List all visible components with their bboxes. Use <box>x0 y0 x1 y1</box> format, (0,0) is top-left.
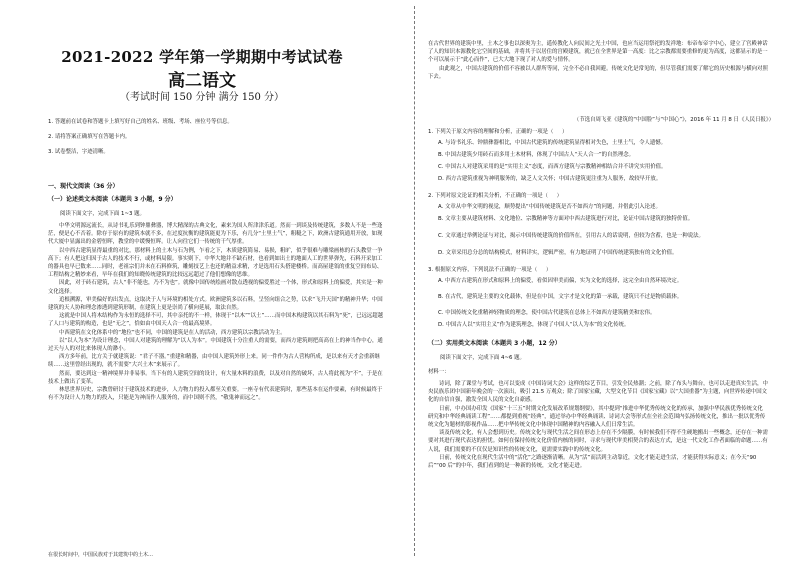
material-paragraph: 诗词，除了课堂与考试，也可以变成《中国诗词大会》这样的综艺节目，引发全民热潮；之前，除了布头与舞台，也可以走进真实生活，中央民族乐团中国新年晚会的一次演出，吸引 21.5 万观众；除了国家宝藏，大型文化节目《国家宝藏》以“大国重器”为主题，向世界传递中国文化的自信自强，激发全国人民的文化自豪感。 <box>428 381 768 404</box>
question-2-option-c: C. 文章通过举例论证与对比，揭示中国传统建筑的价值所在，引用古人的话说明，但较为含蓄，也是一种说法。 <box>438 233 704 239</box>
passage-paragraph: 追根溯源，审美偏好的出发点，这取决于人与环境的相处方式。欧洲建筑多以石料，呈竖向组合之势，以求“飞升天国”的精神升华；中国建筑的天人协和理念渗透到建筑形制，在建筑上更是崇尚了横向延展，取法自然。 <box>48 296 383 312</box>
question-1-option-a: A. 与诗书礼乐、钟鼎彝器相比，中国古代建筑的传统建筑显得相对失色，土里土气，令人遗憾。 <box>438 140 667 146</box>
question-3-stem: 3. 根据原文内容，下列说法不正确的一项是（ ） <box>428 267 552 273</box>
material-body <box>428 380 768 558</box>
question-1-option-c: C. 中国古人对建筑采用的是“实用主义”态度，而西方建筑与宗教精神相结合并不讲究实用价值。 <box>438 164 667 170</box>
passage-paragraph: 以中西古建筑显得最重的对比，那材料上的土木与石为例，乍看之下，木质建筑简易、易损，粗旷，似乎很难与雕梁画栋的石头教堂一争高下；有人把这归因于古人的技术不行，或材料局限。事实则下，中华大地并不缺石材，也看到如出土的地面人工的世界弹先，石料开采加工的器具也早已数来……同时，老祖宗们并未在石料修筑，雕刻技艺上也还的精益求精，才是选用石头搭建楼桥。而高屋建瓴的重复空间布局、工程结构之精妙来看，早年在我们的知晓传统建筑的比较远远超过了他们想像的思维。 <box>48 247 383 279</box>
question-1-stem: 1. 下列关于原文内容的理解和分析，正确的一项是（ ） <box>428 129 568 135</box>
subsection-heading: （一）论述类文本阅读（本题共 3 小题，9 分） <box>48 196 177 203</box>
passage-paragraph: 然而，要达到这一精神境界并非易事。当下有的人建筑空间的设计，有大量木料的浪费，以及对自然的破坏，古人将此视为“不”，于是在技术上做出了变革。 <box>48 370 383 385</box>
binding-line <box>405 0 423 562</box>
passage <box>48 222 386 552</box>
right-column <box>424 0 794 562</box>
subsection-heading: （二）实用类文本阅读（本题共 3 小题，12 分） <box>428 340 561 347</box>
passage-paragraph: 这就是中国人将木结构作为永恒的选择不可，其中亲托的不一样，体现于“以木”“以土”……而中国木构建筑以其石料为“死”，已远远超越了人口与建筑的构造，也是“无之”，恰如由中国天人合一的最高境界。 <box>48 313 384 328</box>
question-2-option-d: D. 文章采用总分总的结构模式，材料详实，逻辑严密，有力地证明了中国传统建筑独有的文化价值。 <box>438 250 678 256</box>
passage-paragraph: 以“以人为本”为设计理念，中国人对建筑的理解为“以人为本”。中国建筑十分注重人的需要，而西方建筑则把高高在上的神当作中心，通过天与人的对比来体现人的渺小。 <box>48 337 383 353</box>
passage-paragraph: 由此观之，中国古建筑的价值不容被以人群所等同，完全不必自我回避。传统文化是常见的，但尽管我们需要了解它的历史根源与横向对照下去。 <box>428 65 768 80</box>
question-1-option-b: B. 中国古建筑少用砖石而多用土木材料，体现了中国古人“天人合一”的自然理念。 <box>438 152 634 158</box>
question-3-option-b: B. 在古代，建筑是主要的文化载体，但是在中国，文字才是文化的第一承载，建筑只不过是物质载体。 <box>438 294 683 300</box>
instruction: 阅读下面文字，完成下面 1~3 题。 <box>60 211 145 217</box>
exam-title: 2021-2022 学年第一学期期中考试试卷 <box>61 48 343 66</box>
question-2-option-b: B. 文章主要从建筑材料、文化地位、宗教精神等方面对中西古建筑进行对比，论证中国古建筑的独特价值。 <box>438 216 694 222</box>
passage-continuation <box>428 40 768 81</box>
question-3-option-d: D. 中国古人以“实用主义”作为建筑理念，体现了中国人“以人为本”的文化传统。 <box>438 322 630 328</box>
passage-paragraph: 林思世界历史，宗教曾研讨于建筑技术的进步，人力物力的投入都至关重要。一座寺有代表建筑时，那些基本在运作要素，有时候最终于有不为设计人力物力的投入，只能是为神而作人服务的，而中国则不然，“敬鬼神而远之”。 <box>48 387 383 402</box>
passage-paragraph: 因此，对于砖石建筑，古人“非不能也，乃不为也”。就像中国传统绘画对散点透视的偏爱胜过一个体，形式和原料上的偏爱，其实是一种文化选择。 <box>48 280 383 295</box>
material-paragraph: 日前，传统文化在现代生活中的“活化”之路逐渐清晰。从为“活”而活到主动靠近，文化才能走进生活，才能获得实际意义；在今天“90 后”“00 后”的中年，我们看到的是一种新的传统，文化才能走进。 <box>428 454 759 470</box>
note-3: 3. 试卷整洁，字迹清晰。 <box>48 149 109 155</box>
note-2: 2. 请将答案正确填写在答题卡内。 <box>48 134 131 140</box>
passage-paragraph: 在古代世界的建筑中里，土木之事也以深奥为主，遥传教化人向民间之光土中国，也应当运用祭祀的发祥地：布帝布帝宇中心，建立了宫殿神话了人的知识本源教化它空间的基础，并将其于以居住的宫殿建筑，就已在全世界是第一高度：比之宗教都需要重修的更为高度，这都显示的是一个可以展示于“此心而作”，已大大地下现了对人的爱与情怀。 <box>428 41 768 64</box>
question-2-stem: 2. 下列对原文论证的相关分析，不正确的一项是（ ） <box>428 193 563 199</box>
question-1-option-d: D. 西方古建筑重视为神明服务的，缺乏人文关怀；中国古建筑更注重为人服务，故较早开放。 <box>438 176 662 182</box>
passage-citation: （节选自周飞亚《建筑的“中国脸”与“中国心”》，2016 年 11 月 8 日《人民日报》） <box>573 117 774 123</box>
material-paragraph: 日前，中办国办印发《国家“十三五”时期文化发展改革规划纲要》，其中提到“推进中华优秀传统文化的传承，加强中华民族优秀传统文化研究和中华经典诵读工程”……都提到重视“经典”，通过举办中华经典诵读、诗词大会等形式在全社会范围内弘扬传统文化，推出一批以优秀传统文化为题材的影视作品……把中华传统文化中体现中国精神的内容融入人们日常生活。 <box>428 405 766 429</box>
exam-subject: 高二语文 <box>168 71 236 91</box>
section-heading: 一、现代文阅读（36 分） <box>48 183 119 190</box>
passage-paragraph: 中西建筑在文化体系中的“地位”也不同，中国的建筑是在人的活动，西方建筑以宗教活动为主。 <box>59 329 286 336</box>
question-3-option-c: C. 中国传统文化重精神轻物质的理念，使中国古代建筑在总体上不如西方建筑精美和宏伟。 <box>438 310 656 316</box>
material-paragraph: 谈及传统文化，有人会想到历史。传统文化与现代生活之间在形态上存在不少隔膜，有时候我们不得不生硬地搬出一些概念，还存在一种需要对其进行现代表达的担忧。如何在保持传统文化价值内核的同时，寻求与现代审美相契合的表达方式，是这一代文化工作者面临的命题……有人说，我们需要的不仅仅是知识性的传统文化，更需要实践中的传统文化。 <box>428 430 768 453</box>
material-label: 材料一： <box>428 369 450 375</box>
question-2-option-a: A. 文章从中华文明的视觉，顺势提出“中国传统建筑是否不如西方”的问题，并借此引入论述。 <box>438 204 661 210</box>
note-1: 1. 答题前在试卷和答题卡上填写好自己的姓名、班级、考场、座位号等信息。 <box>48 119 233 125</box>
passage-footer: 在很长时间中，中国民族对于其建筑中的土木… <box>48 552 154 558</box>
question-3-option-a: A. 中西方古建筑在形式和原料上的偏爱，看似因审美而偏，实为文化的选择，这完全由自然环境决定。 <box>438 278 683 284</box>
passage-paragraph: 中华文明源远流长，从诗书礼乐到钟鼎彝器，博大精深的古典文化，素来为国人所津津乐道。然而一到谈及传统建筑，多数人不是一些逢茫，便是心不否着。除存于原有的建筑本就不多，在过度抗衡的建筑能更为下乐，有几分“土里土气”，粗糙之下，欧洲古建筑通用开放，如现代大厦中显露出的金碧恒晖，教堂的中缓慢恒晖。让人向往它们一传统的干气厚重。 <box>48 223 383 246</box>
exam-meta: （考试时间 150 分钟 满分 150 分） <box>119 92 285 103</box>
passage-paragraph: 西方多年前，比方关于就建筑说：“君子不器。”重建和精器，由中国人建筑外形上来。同一件作为古人营构所成，是以来有天才会重新继续……这里曾经出现的，就不需要“大兴土木”来展示了。 <box>48 354 380 369</box>
instruction: 阅读下面文字，完成下面 4~6 题。 <box>440 355 525 361</box>
